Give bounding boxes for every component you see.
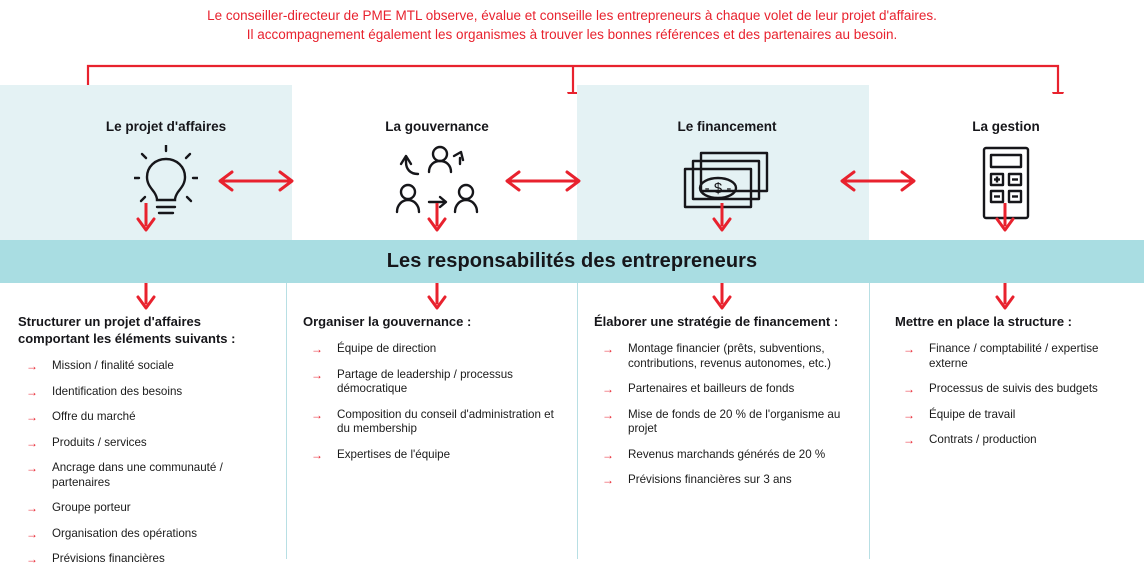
responsibilities-banner	[0, 240, 1144, 283]
list-item	[18, 461, 276, 490]
list-item	[594, 473, 849, 488]
list-item-label: Montage financier (prêts, subventions, contributions, revenus autonomes, etc.)	[628, 342, 831, 370]
list-item-label: Équipe de travail	[929, 407, 1016, 421]
arrow-bullet-icon: →	[26, 435, 38, 450]
arrow-bullet-icon: →	[26, 501, 38, 515]
list-item-label: Produits / services	[52, 435, 147, 449]
list-item	[895, 433, 1140, 448]
list-item-label: Mise de fonds de 20 % de l'organisme au projet	[628, 407, 841, 435]
list-block-gestion	[895, 313, 1140, 459]
column-separator-3	[869, 283, 870, 559]
down-arrow-bottom-3	[712, 283, 732, 313]
svg-text:- $ -: - $ -	[704, 180, 732, 197]
arrow-bullet-icon: →	[602, 342, 614, 356]
list-item	[303, 408, 565, 437]
header-note	[0, 6, 1144, 44]
header-note-line-1: Le conseiller-directeur de PME MTL observe, évalue et conseille les entrepreneurs à chaque volet de leur projet d'affaires.	[207, 8, 937, 23]
arrow-bullet-icon: →	[602, 473, 614, 487]
arrow-bullet-icon: →	[903, 407, 915, 422]
list-heading-projet: Structurer un projet d'affaires comportant les éléments suivants :	[18, 314, 236, 346]
arrow-bullet-icon: →	[903, 433, 915, 447]
list-item	[895, 408, 1140, 423]
list-item-label: Processus de suivis des budgets	[929, 382, 1098, 395]
list-item	[594, 382, 849, 397]
list-item-label: Partenaires et bailleurs de fonds	[628, 382, 795, 395]
arrow-bullet-icon: →	[602, 382, 614, 396]
list-block-gouvernance	[303, 313, 565, 473]
list-item	[18, 436, 276, 451]
list-item-label: Contrats / production	[929, 433, 1037, 446]
list-item	[303, 342, 565, 357]
responsibilities-banner-text: Les responsabilités des entrepreneurs	[386, 250, 758, 272]
arrow-bullet-icon: →	[903, 342, 915, 356]
double-arrow-2	[495, 168, 591, 194]
list-item	[594, 408, 849, 437]
list-item	[18, 552, 276, 567]
arrow-bullet-icon: →	[311, 367, 323, 382]
down-arrow-top-2	[427, 203, 447, 233]
arrow-bullet-icon: →	[26, 410, 38, 424]
arrow-bullet-icon: →	[26, 461, 38, 475]
column-title-gestion: La gestion	[972, 119, 1040, 134]
list-heading-financement: Élaborer une stratégie de financement :	[594, 314, 839, 329]
list-gestion	[895, 342, 1140, 448]
list-item-label: Équipe de direction	[337, 342, 437, 355]
arrow-bullet-icon: →	[311, 342, 323, 356]
arrow-bullet-icon: →	[903, 382, 915, 396]
list-gouvernance	[303, 342, 565, 462]
list-item-label: Mission / finalité sociale	[52, 359, 174, 372]
column-separator-2	[577, 283, 578, 559]
list-item	[594, 448, 849, 463]
list-heading-gestion: Mettre en place la structure :	[895, 314, 1072, 329]
column-separator-1	[286, 283, 287, 559]
list-item-label: Partage de leadership / processus démocratique	[337, 367, 513, 395]
arrow-bullet-icon: →	[311, 407, 323, 422]
list-block-projet	[18, 313, 276, 578]
list-item-label: Composition du conseil d'administration et du membership	[337, 407, 554, 435]
arrow-bullet-icon: →	[26, 359, 38, 373]
list-item-label: Offre du marché	[52, 410, 136, 423]
list-block-financement	[594, 313, 849, 499]
list-item	[18, 359, 276, 374]
down-arrow-bottom-4	[995, 283, 1015, 313]
list-item	[18, 501, 276, 516]
list-item-label: Identification des besoins	[52, 384, 183, 398]
list-item	[594, 342, 849, 371]
list-financement	[594, 342, 849, 488]
double-arrow-3	[830, 168, 926, 194]
list-item	[303, 448, 565, 463]
list-projet	[18, 359, 276, 567]
down-arrow-top-1	[136, 203, 156, 233]
arrow-bullet-icon: →	[602, 407, 614, 422]
arrow-bullet-icon: →	[26, 384, 38, 399]
double-arrow-1	[208, 168, 304, 194]
list-item-label: Finance / comptabilité / expertise externe	[929, 342, 1099, 370]
column-title-financement: Le financement	[677, 119, 777, 134]
down-arrow-top-4	[995, 203, 1015, 233]
down-arrow-top-3	[712, 203, 732, 233]
column-title-gouvernance: La gouvernance	[385, 119, 489, 134]
list-item-label: Groupe porteur	[52, 501, 131, 514]
arrow-bullet-icon: →	[26, 526, 38, 541]
arrow-bullet-icon: →	[311, 447, 323, 462]
arrow-bullet-icon: →	[602, 447, 614, 462]
list-item	[18, 385, 276, 400]
list-heading-gouvernance: Organiser la gouvernance :	[303, 314, 472, 329]
list-item-label: Prévisions financières	[52, 552, 165, 565]
list-item-label: Ancrage dans une communauté / partenaires	[52, 461, 223, 489]
list-item	[18, 410, 276, 425]
down-arrow-bottom-2	[427, 283, 447, 313]
list-item	[303, 368, 565, 397]
list-item	[895, 342, 1140, 371]
list-item	[18, 527, 276, 542]
column-title-projet: Le projet d'affaires	[105, 119, 227, 134]
list-item	[895, 382, 1140, 397]
list-item-label: Expertises de l'équipe	[337, 447, 451, 461]
list-item-label: Prévisions financières sur 3 ans	[628, 473, 792, 486]
list-item-label: Revenus marchands générés de 20 %	[628, 447, 826, 461]
header-note-line-2: Il accompagnement également les organismes à trouver les bonnes références et des partenaires au besoin.	[246, 27, 898, 42]
down-arrow-bottom-1	[136, 283, 156, 313]
list-item-label: Organisation des opérations	[52, 526, 198, 540]
arrow-bullet-icon: →	[26, 552, 38, 566]
